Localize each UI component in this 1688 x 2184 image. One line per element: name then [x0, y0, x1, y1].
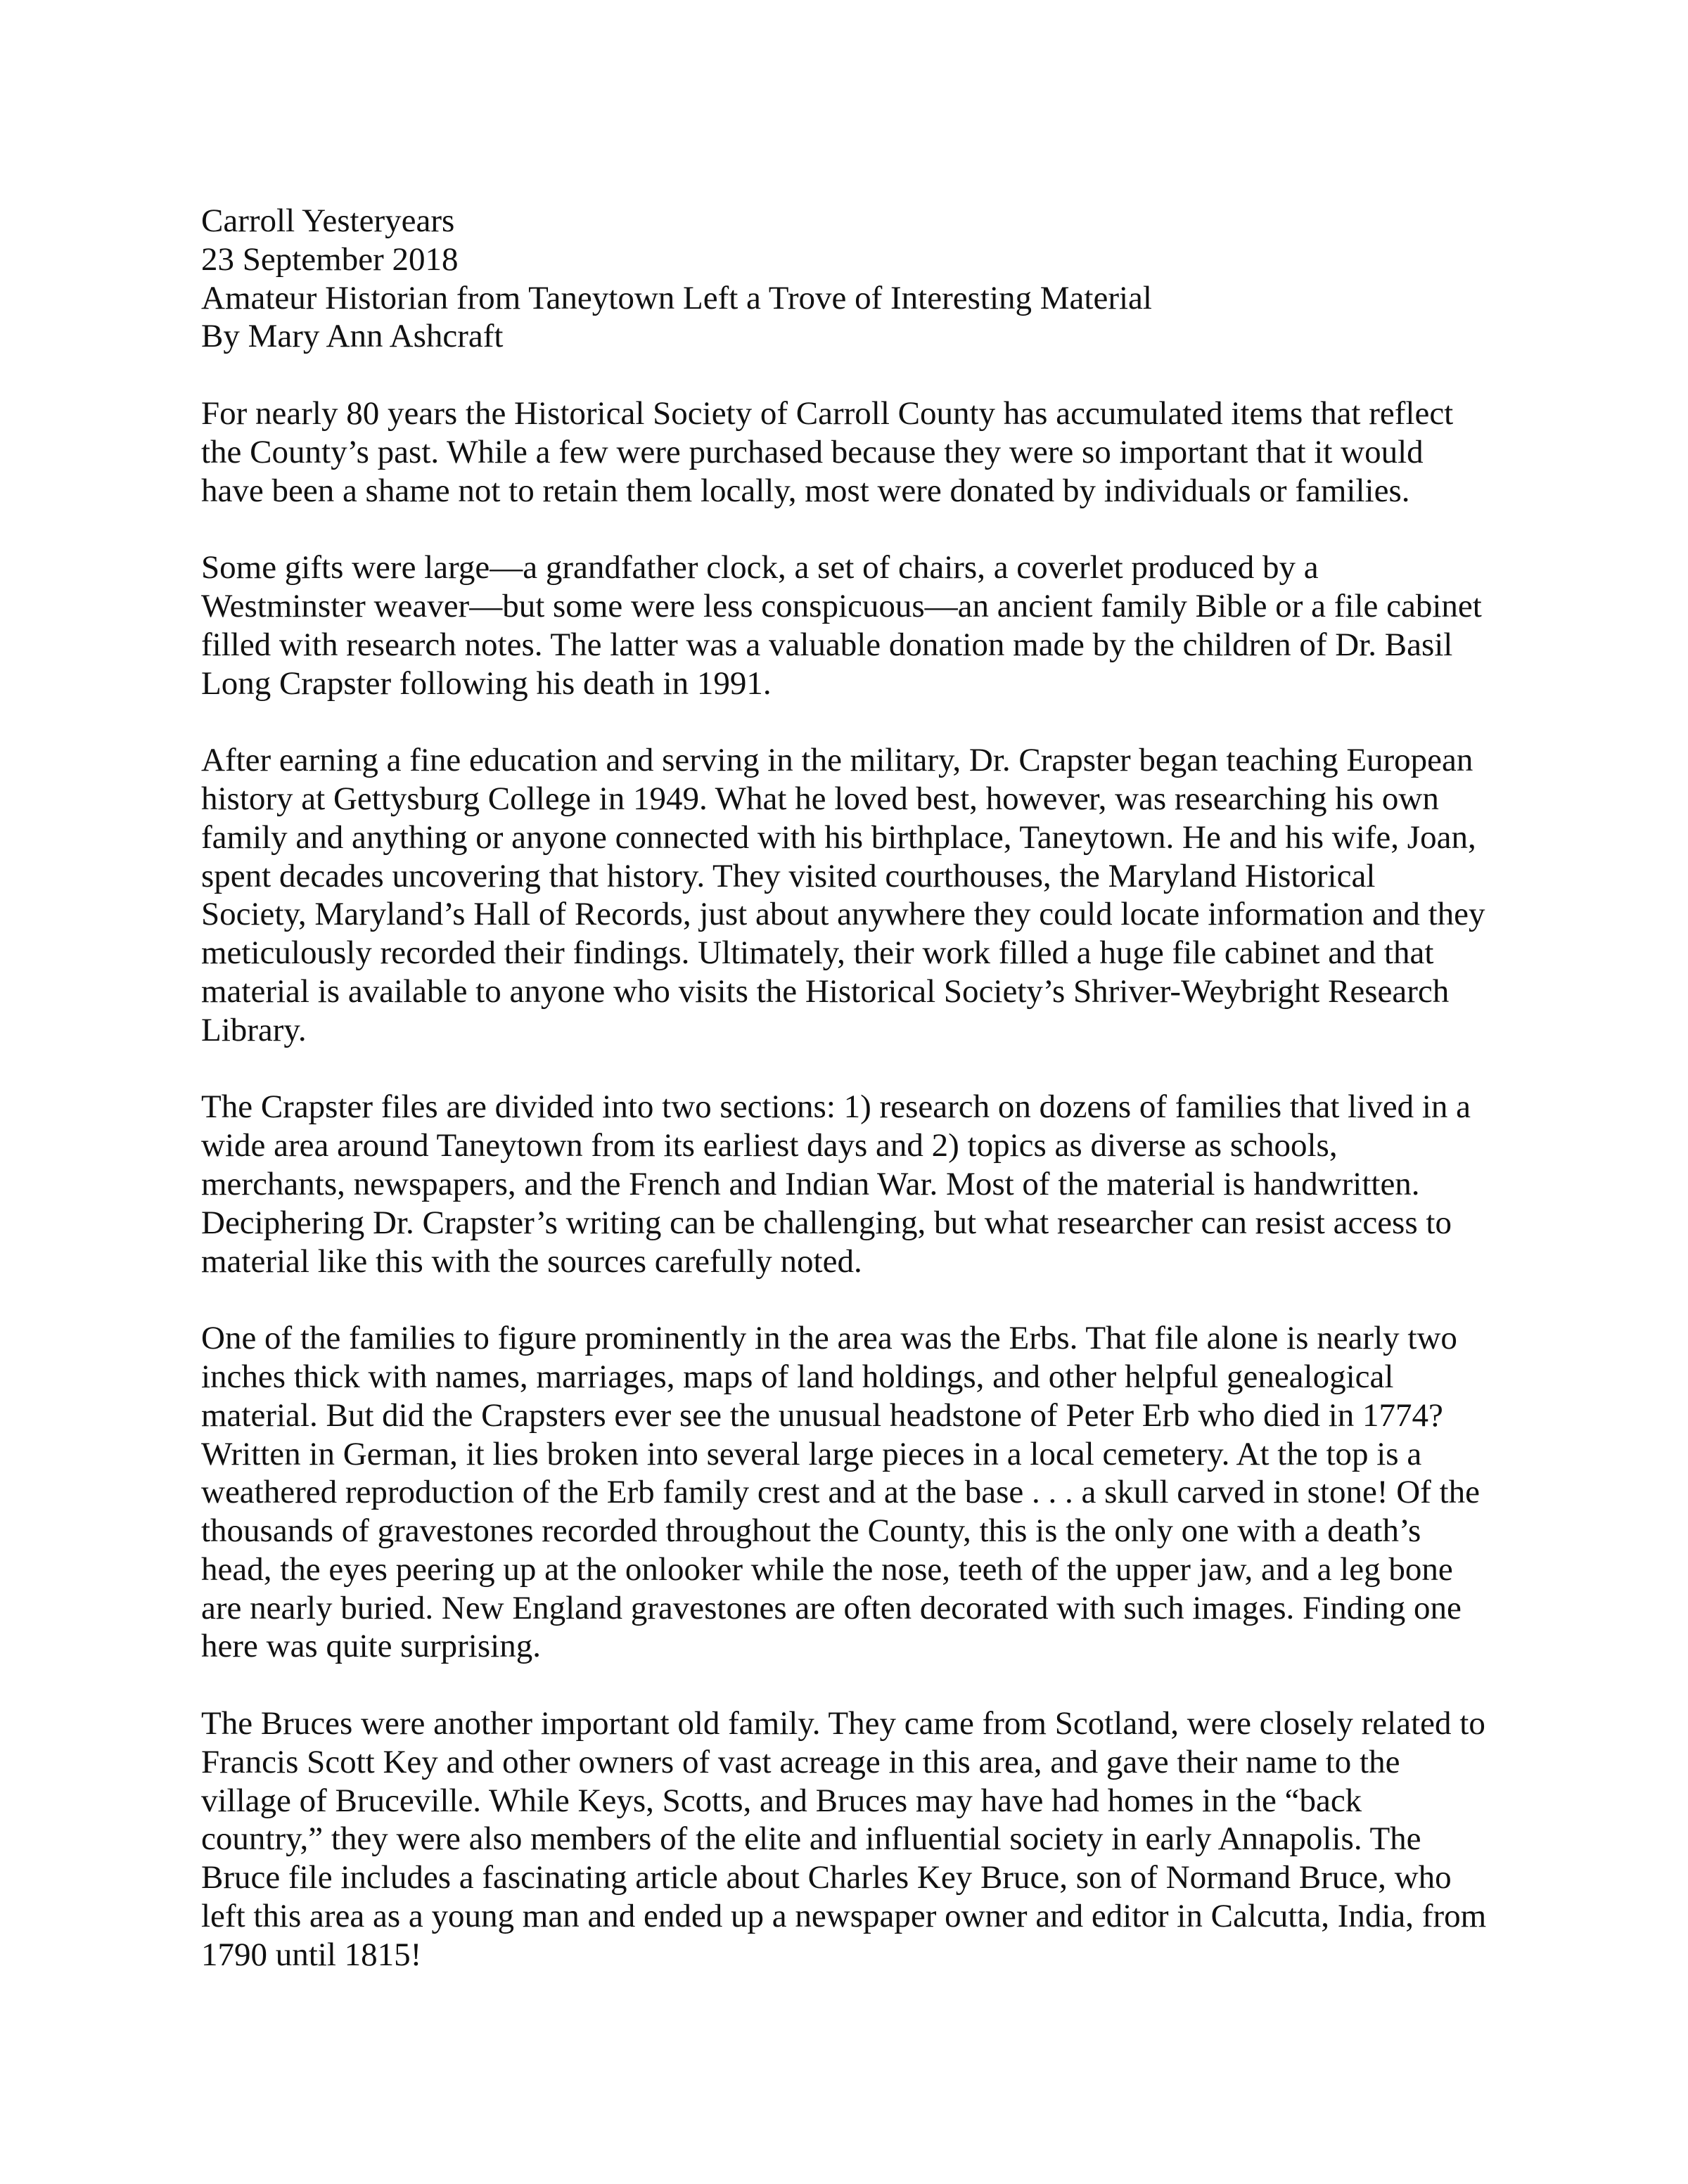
paragraph-line: Society, Maryland’s Hall of Records, just about anywhere they could locate information and they: [201, 896, 1485, 933]
paragraph-line: merchants, newspapers, and the French and Indian War. Most of the material is handwritten.: [201, 1165, 1420, 1202]
paragraph-line: filled with research notes. The latter was a valuable donation made by the children of Dr. Basil: [201, 626, 1453, 663]
paragraph-line: the County’s past. While a few were purchased because they were so important that it would: [201, 433, 1424, 470]
paragraph: [201, 394, 1537, 510]
paragraph-line: The Bruces were another important old family. They came from Scotland, were closely related to: [201, 1705, 1485, 1742]
paragraph-line: Long Crapster following his death in 1991.: [201, 664, 772, 702]
article-body: [201, 356, 1537, 1974]
paragraph-line: spent decades uncovering that history. They visited courthouses, the Maryland Historical: [201, 857, 1376, 894]
article-title: Amateur Historian from Taneytown Left a Trove of Interesting Material: [201, 279, 1152, 316]
paragraph-spacer: [201, 1280, 1537, 1319]
paragraph-line: Westminster weaver—but some were less conspicuous—an ancient family Bible or a file cabinet: [201, 587, 1482, 624]
paragraph: [201, 548, 1537, 702]
paragraph-line: thousands of gravestones recorded throughout the County, this is the only one with a death’s: [201, 1512, 1421, 1550]
article-byline: By Mary Ann Ashcraft: [201, 318, 504, 355]
paragraph-line: material like this with the sources carefully noted.: [201, 1242, 862, 1280]
paragraph-line: have been a shame not to retain them locally, most were donated by individuals or families.: [201, 472, 1410, 509]
paragraph-line: material is available to anyone who visits the Historical Society’s Shriver-Weybright Research: [201, 972, 1450, 1010]
document-page: [201, 202, 1537, 1974]
paragraph-line: Bruce file includes a fascinating article about Charles Key Bruce, son of Normand Bruce, who: [201, 1859, 1452, 1896]
paragraph-spacer: [201, 1050, 1537, 1088]
article-date: 23 September 2018: [201, 240, 459, 278]
paragraph-line: here was quite surprising.: [201, 1628, 541, 1665]
paragraph-line: For nearly 80 years the Historical Society of Carroll County has accumulated items that reflect: [201, 394, 1454, 432]
paragraph: [201, 1319, 1537, 1666]
paragraph-line: weathered reproduction of the Erb family crest and at the base . . . a skull carved in stone! Of the: [201, 1474, 1480, 1511]
paragraph-line: One of the families to figure prominently in the area was the Erbs. That file alone is nearly two: [201, 1320, 1457, 1357]
article-header: [201, 202, 1537, 356]
paragraph-line: left this area as a young man and ended up a newspaper owner and editor in Calcutta, India, from: [201, 1898, 1487, 1935]
paragraph-line: country,” they were also members of the elite and influential society in early Annapolis. The: [201, 1820, 1421, 1858]
paragraph-spacer: [201, 510, 1537, 548]
paragraph-spacer: [201, 1666, 1537, 1704]
paragraph-line: Francis Scott Key and other owners of vast acreage in this area, and gave their name to the: [201, 1743, 1400, 1780]
paragraph-spacer: [201, 356, 1537, 394]
paragraph-line: village of Bruceville. While Keys, Scotts, and Bruces may have had homes in the “back: [201, 1782, 1362, 1819]
paragraph-line: 1790 until 1815!: [201, 1936, 422, 1973]
paragraph-line: inches thick with names, marriages, maps of land holdings, and other helpful genealogical: [201, 1358, 1394, 1395]
paragraph-line: Written in German, it lies broken into several large pieces in a local cemetery. At the top is a: [201, 1435, 1422, 1472]
paragraph-line: After earning a fine education and serving in the military, Dr. Crapster began teaching European: [201, 742, 1473, 779]
paragraph-line: The Crapster files are divided into two sections: 1) research on dozens of families that lived in a: [201, 1088, 1471, 1126]
publication-name: Carroll Yesteryears: [201, 203, 455, 239]
paragraph-line: are nearly buried. New England gravestones are often decorated with such images. Finding one: [201, 1589, 1462, 1626]
paragraph-spacer: [201, 702, 1537, 741]
paragraph: [201, 741, 1537, 1049]
paragraph: [201, 1088, 1537, 1280]
paragraph-line: material. But did the Crapsters ever see the unusual headstone of Peter Erb who died in 1774?: [201, 1396, 1443, 1434]
paragraph-line: Deciphering Dr. Crapster’s writing can be challenging, but what researcher can resist access to: [201, 1204, 1452, 1241]
paragraph-line: Library.: [201, 1011, 307, 1048]
paragraph-line: history at Gettysburg College in 1949. What he loved best, however, was researching his own: [201, 780, 1439, 817]
paragraph-line: family and anything or anyone connected with his birthplace, Taneytown. He and his wife, Joan,: [201, 818, 1476, 856]
paragraph: [201, 1704, 1537, 1974]
paragraph-line: head, the eyes peering up at the onlooker while the nose, teeth of the upper jaw, and a leg bone: [201, 1550, 1453, 1588]
paragraph-line: Some gifts were large—a grandfather clock, a set of chairs, a coverlet produced by a: [201, 549, 1319, 586]
paragraph-line: meticulously recorded their findings. Ultimately, their work filled a huge file cabinet and that: [201, 934, 1434, 972]
paragraph-line: wide area around Taneytown from its earliest days and 2) topics as diverse as schools,: [201, 1127, 1338, 1164]
